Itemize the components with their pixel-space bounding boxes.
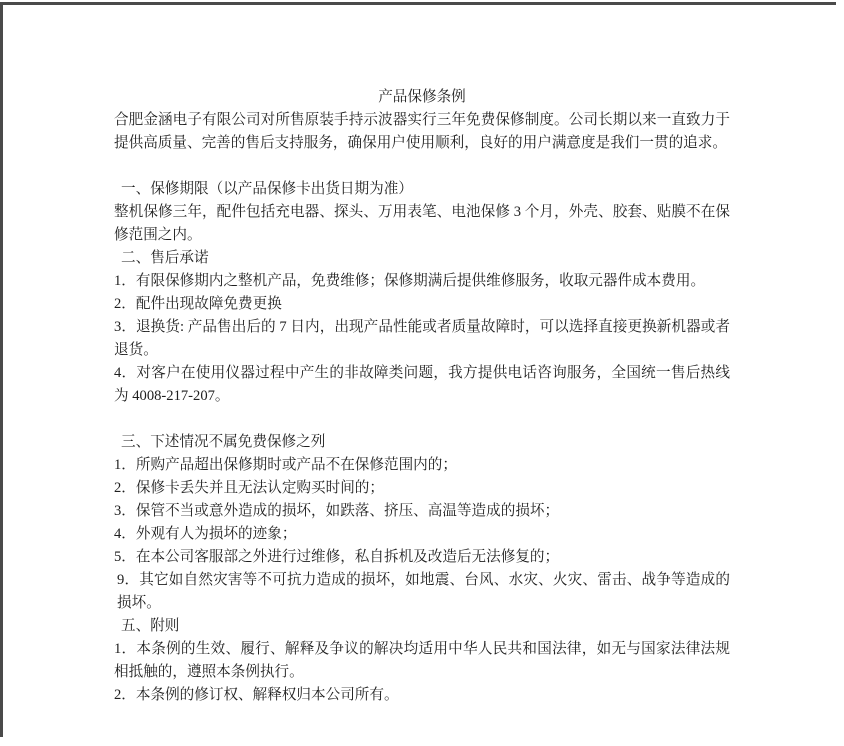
list-item: 1．所购产品超出保修期时或产品不在保修范围内的；	[114, 457, 457, 473]
section-warranty-period-heading: 一、保修期限（以产品保修卡出货日期为准）	[121, 181, 413, 197]
list-item: 2．保修卡丢失并且无法认定购买时间的；	[114, 480, 384, 496]
section-exclusions-heading: 三、下述情况不属免费保修之列	[121, 434, 326, 450]
section-supplementary-heading: 五、附则	[121, 618, 180, 634]
section-warranty-period-body: 整机保修三年，配件包括充电器、探头、万用表笔、电池保修 3 个月，外壳、胶套、贴膜不在保修范围之内。	[114, 204, 730, 243]
list-item: 3．保管不当或意外造成的损坏，如跌落、挤压、高温等造成的损坏；	[114, 503, 560, 519]
document-title: 产品保修条例	[378, 89, 466, 105]
page-left-border	[0, 2, 3, 737]
section-after-sales-heading: 二、售后承诺	[121, 250, 209, 266]
list-item: 4．对客户在使用仪器过程中产生的非故障类问题，我方提供电话咨询服务，全国统一售后热线为 4008-217-207。	[114, 365, 730, 404]
list-item: 9．其它如自然灾害等不可抗力造成的损坏，如地震、台风、水灾、火灾、雷击、战争等造成的损坏。	[117, 572, 730, 611]
warranty-document	[114, 86, 730, 707]
list-item: 2．本条例的修订权、解释权归本公司所有。	[114, 687, 399, 703]
list-item: 3．退换货: 产品售出后的 7 日内，出现产品性能或者质量故障时，可以选择直接更换新机器或者退货。	[114, 319, 730, 358]
list-item: 5．在本公司客服部之外进行过维修，私自拆机及改造后无法修复的；	[114, 549, 560, 565]
list-item: 4．外观有人为损坏的迹象；	[114, 526, 297, 542]
page-top-border	[0, 2, 836, 5]
list-item: 2．配件出现故障免费更换	[114, 296, 282, 312]
list-item: 1．本条例的生效、履行、解释及争议的解决均适用中华人民共和国法律，如无与国家法律法规相抵触的，遵照本条例执行。	[114, 641, 730, 680]
intro-paragraph: 合肥金涵电子有限公司对所售原装手持示波器实行三年免费保修制度。公司长期以来一直致力于提供高质量、完善的售后支持服务，确保用户使用顺利，良好的用户满意度是我们一贯的追求。	[114, 112, 730, 151]
list-item: 1．有限保修期内之整机产品，免费维修；保修期满后提供维修服务，收取元器件成本费用。	[114, 273, 706, 289]
